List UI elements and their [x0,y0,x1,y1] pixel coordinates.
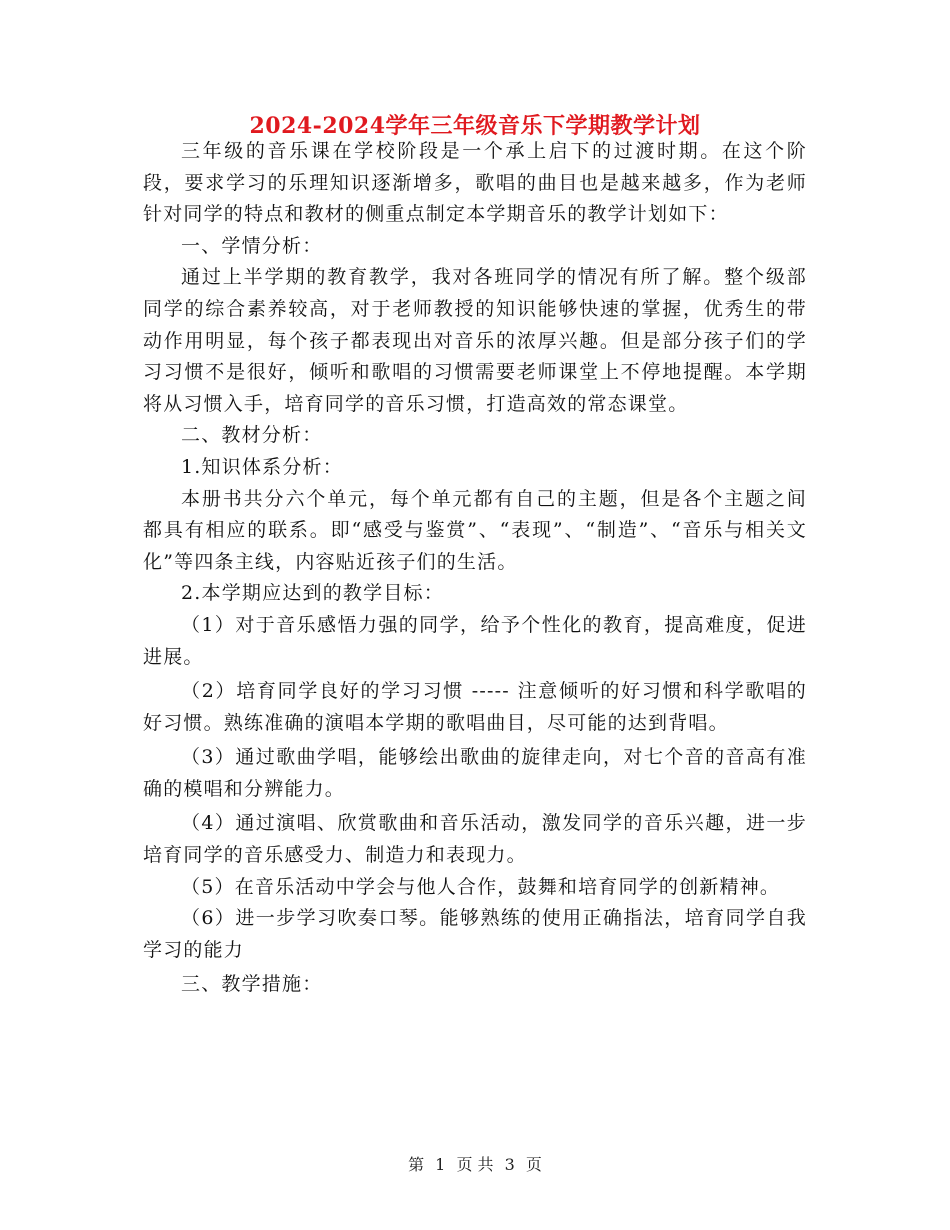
goal-item-4: （4）通过演唱、欣赏歌曲和音乐活动，激发同学的音乐兴趣，进一步培育同学的音乐感受力、制造力和表现力。 [143,812,807,867]
goal-item-1: （1）对于音乐感悟力强的同学，给予个性化的教育，提高难度，促进进展。 [143,613,807,668]
subheading-knowledge-system: 1.知识体系分析： [181,455,343,478]
goal-item-3: （3）通过歌曲学唱，能够绘出歌曲的旋律走向，对七个音的音高有准确的模唱和分辨能力。 [143,746,807,800]
footer-current-page: 1 [435,1155,446,1174]
learning-analysis-paragraph: 通过上半学期的教育教学，我对各班同学的情况有所了解。整个级部同学的综合素养较高，对于老师教授的知识能够快速的掌握，优秀生的带动作用明显，每个孩子都表现出对音乐的浓厚兴趣。但是部分孩子们的学习习惯不是很好，倾听和歌唱的习惯需要老师课堂上不停地提醒。本学期将从习惯入手，培育同学的音乐习惯，打造高效的常态课堂。 [143,266,807,415]
section-heading-textbook-analysis: 二、教材分析： [181,424,323,447]
document-body [143,136,807,1001]
footer-suffix: 页 [525,1155,542,1174]
section-heading-teaching-measures: 三、教学措施： [181,973,323,996]
document-title: 2024-2024学年三年级音乐下学期教学计划 [249,113,701,139]
footer-middle: 页 共 [456,1155,494,1174]
goal-item-6: （6）进一步学习吹奏口琴。能够熟练的使用正确指法，培育同学自我学习的能力 [143,907,807,961]
page-footer [0,1155,950,1175]
section-heading-learning-analysis: 一、学情分析： [181,234,323,257]
intro-paragraph: 三年级的音乐课在学校阶段是一个承上启下的过渡时期。在这个阶段，要求学习的乐理知识逐渐增多，歌唱的曲目也是越来越多，作为老师针对同学的特点和教材的侧重点制定本学期音乐的教学计划如下： [143,140,807,226]
knowledge-system-paragraph: 本册书共分六个单元，每个单元都有自己的主题，但是各个主题之间都具有相应的联系。即“感受与鉴赏”、“表现”、“制造”、“音乐与相关文化”等四条主线，内容贴近孩子们的生活。 [143,487,807,573]
footer-total-pages: 3 [504,1155,515,1174]
subheading-teaching-goals: 2.本学期应达到的教学目标： [181,582,444,605]
goal-item-5: （5）在音乐活动中学会与他人合作，鼓舞和培育同学的创新精神。 [181,875,781,898]
footer-prefix: 第 [408,1155,425,1174]
goal-item-2: （2）培育同学良好的学习习惯 ----- 注意倾听的好习惯和科学歌唱的好习惯。熟练准确的演唱本学期的歌唱曲目，尽可能的达到背唱。 [143,680,807,734]
